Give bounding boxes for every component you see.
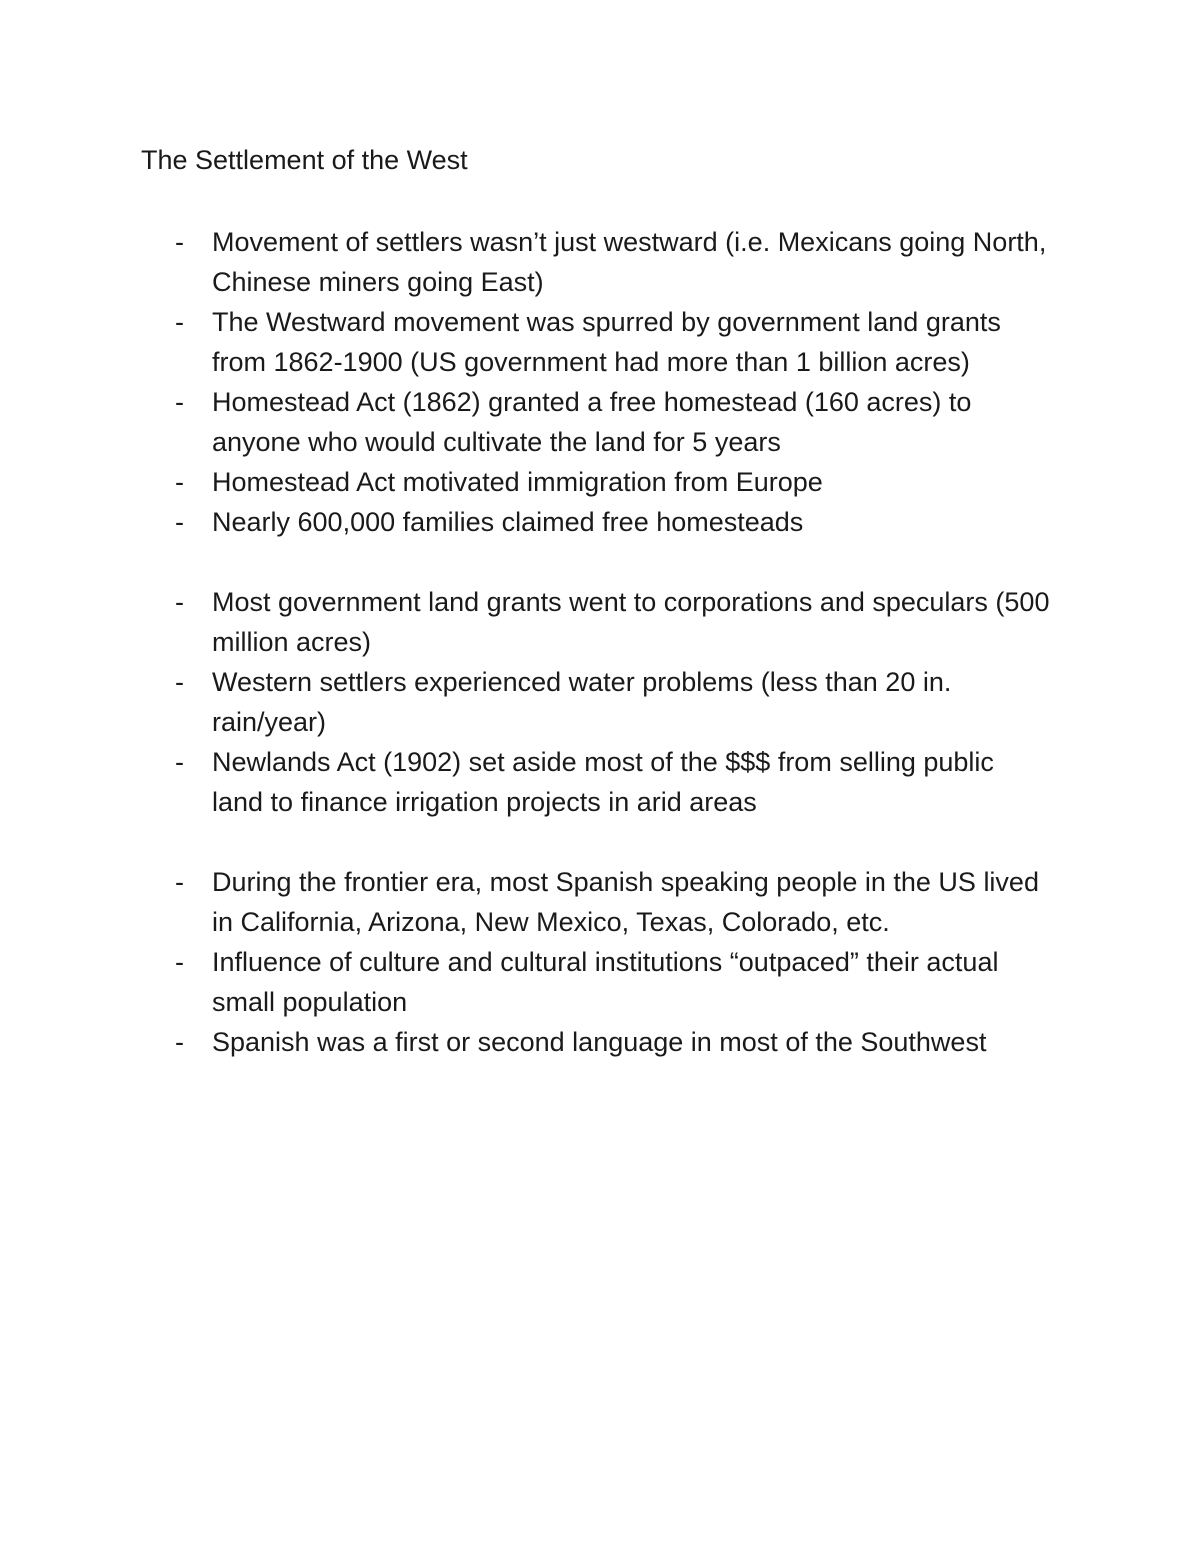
list-item [0, 382, 1052, 462]
list-item [0, 502, 1052, 542]
bullet-dash: - [175, 387, 184, 417]
bullet-dash: - [175, 307, 184, 337]
list-item-text: Nearly 600,000 families claimed free homesteads [212, 507, 804, 537]
bullet-dash: - [175, 227, 184, 257]
notes-body [0, 222, 1200, 1062]
document-title: The Settlement of the West [141, 145, 468, 175]
bullet-dash: - [175, 1027, 184, 1057]
bullet-dash: - [175, 507, 184, 537]
list-item-text: The Westward movement was spurred by government land grants from 1862-1900 (US government had more than 1 billion acres) [212, 307, 1001, 377]
bullet-dash: - [175, 587, 184, 617]
list-item-text: Most government land grants went to corporations and speculars (500 million acres) [212, 587, 1050, 657]
bullet-dash: - [175, 467, 184, 497]
list-item-text: Newlands Act (1902) set aside most of the $$$ from selling public land to finance irrigation projects in arid areas [212, 747, 994, 817]
list-item-text: Homestead Act (1862) granted a free homestead (160 acres) to anyone who would cultivate the land for 5 years [212, 387, 972, 457]
bullet-dash: - [175, 867, 184, 897]
bullet-dash: - [175, 747, 184, 777]
bullet-group-spanish-speakers [0, 862, 1200, 1062]
list-item-text: Movement of settlers wasn’t just westward (i.e. Mexicans going North, Chinese miners going East) [212, 227, 1047, 297]
list-item-text: Western settlers experienced water problems (less than 20 in. rain/year) [212, 667, 952, 737]
list-item [0, 942, 1052, 1022]
list-item-text: Influence of culture and cultural institutions “outpaced” their actual small population [212, 947, 999, 1017]
list-item [0, 1022, 1052, 1062]
bullet-dash: - [175, 947, 184, 977]
list-item [0, 302, 1052, 382]
list-item-text: Homestead Act motivated immigration from Europe [212, 467, 823, 497]
bullet-group-westward-movement [0, 222, 1200, 542]
list-item [0, 582, 1052, 662]
bullet-dash: - [175, 667, 184, 697]
list-item [0, 662, 1052, 742]
list-item-text: Spanish was a first or second language in most of the Southwest [212, 1027, 987, 1057]
bullet-group-land-and-water [0, 582, 1200, 822]
list-item [0, 462, 1052, 502]
list-item [0, 862, 1052, 942]
list-item-text: During the frontier era, most Spanish speaking people in the US lived in California, Arizona, New Mexico, Texas, Colorado, etc. [212, 867, 1039, 937]
list-item [0, 222, 1052, 302]
list-item [0, 742, 1052, 822]
